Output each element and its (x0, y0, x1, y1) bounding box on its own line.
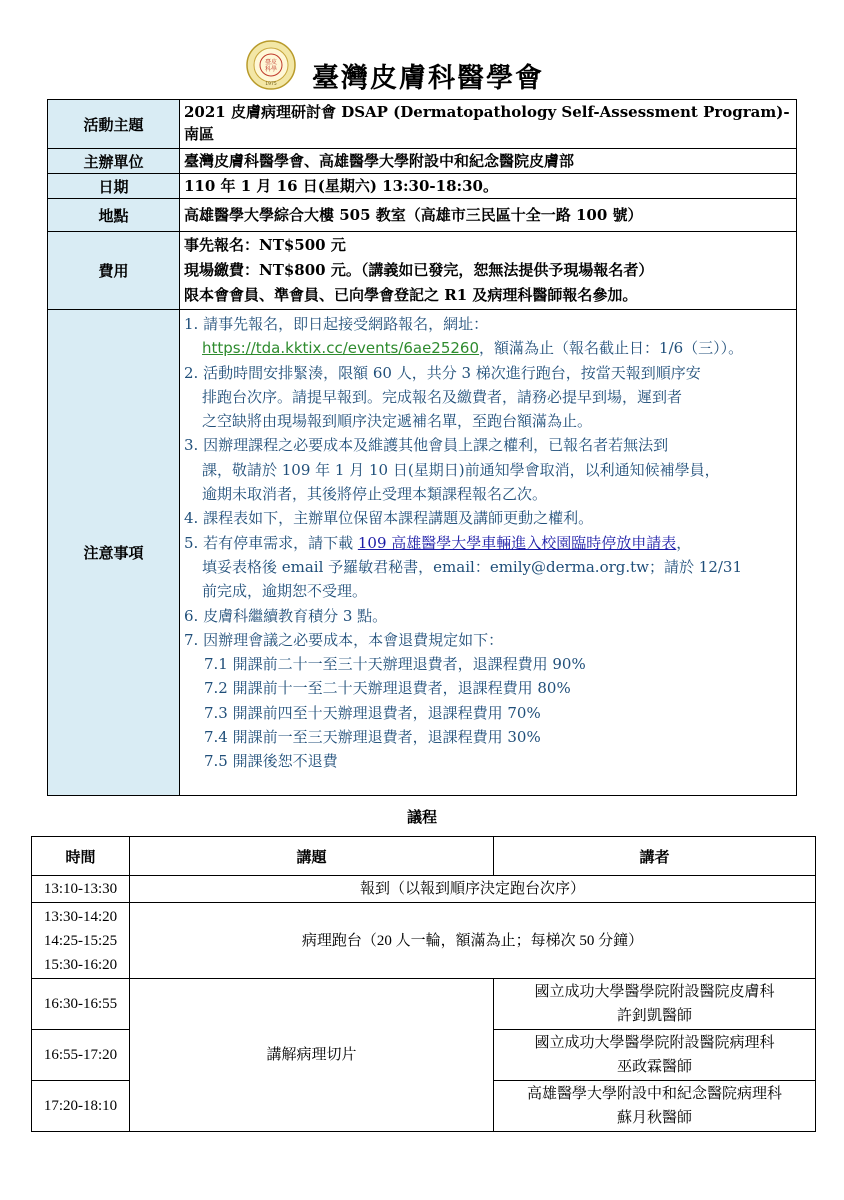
svg-text:1975: 1975 (265, 82, 277, 87)
note-3-line-3: 逾期未取消者，其後將停止受理本類課程報名乙次。 (202, 485, 548, 504)
row-speaker (494, 1030, 816, 1081)
notes-row (48, 310, 797, 796)
date-label: 日期 (48, 174, 180, 199)
speaker-name: 許釗凱醫師 (616, 1008, 692, 1024)
fee-advance: 事先報名：NT$500 元 (184, 236, 346, 254)
svg-text:科學: 科學 (264, 66, 278, 73)
row-time: 17:20-18:10 (32, 1081, 130, 1132)
date-row (48, 174, 797, 199)
association-logo (246, 40, 296, 90)
agenda-table (31, 836, 816, 1132)
note-3-line-1: 3. 因辦理課程之必要成本及維護其他會員上課之權利，已報名者若無法到 (184, 436, 669, 455)
agenda-header-row (32, 837, 816, 876)
row-speaker (494, 1081, 816, 1132)
speaker-name: 巫政霖醫師 (616, 1059, 692, 1075)
topic-row (48, 100, 797, 149)
host-row (48, 149, 797, 174)
fee-eligibility: 限本會會員、準會員、已向學會登記之 R1 及病理科醫師報名參加。 (184, 286, 638, 304)
refund-rule-2: 7.2 開課前十一至二十天辦理退費者，退課程費用 80% (204, 679, 571, 698)
fee-label: 費用 (48, 232, 180, 310)
speaker-org: 國立成功大學醫學院附設醫院皮膚科 (534, 984, 775, 1000)
place-value: 高雄醫學大學綜合大樓 505 教室（高雄市三民區十全一路 100 號） (180, 199, 797, 232)
notes-label: 注意事項 (48, 310, 180, 796)
registration-link[interactable]: https://tda.kktix.cc/events/6ae25260 (202, 339, 480, 358)
refund-rule-3: 7.3 開課前四至十天辦理退費者，退課程費用 70% (204, 703, 541, 722)
place-row (48, 199, 797, 232)
note-2-line-2: 排跑台次序。請提早報到。完成報名及繳費者，請務必提早到場，遲到者 (202, 387, 683, 406)
row-topic: 病理跑台（20 人一輪，額滿為止；每梯次 50 分鐘） (130, 903, 816, 979)
fee-value (180, 232, 797, 310)
speaker-org: 高雄醫學大學附設中和紀念醫院病理科 (526, 1086, 782, 1102)
header-topic: 講題 (130, 837, 494, 876)
speaker-org: 國立成功大學醫學院附設醫院病理科 (534, 1035, 775, 1051)
header-speaker: 講者 (494, 837, 816, 876)
note-4: 4. 課程表如下，主辦單位保留本課程講題及講師更動之權利。 (184, 509, 594, 528)
note-3-line-2: 課，敬請於 109 年 1 月 10 日(星期日)前通知學會取消，以利通知候補學員， (202, 460, 720, 479)
row-time: 16:30-16:55 (32, 979, 130, 1030)
host-label: 主辦單位 (48, 149, 180, 174)
refund-rule-4: 7.4 開課前一至三天辦理退費者，退課程費用 30% (204, 728, 541, 747)
row-time: 16:55-17:20 (32, 1030, 130, 1081)
page-header (0, 36, 844, 96)
time-slot: 15:30-16:20 (43, 956, 118, 973)
parking-form-link[interactable]: 109 高雄醫學大學車輛進入校園臨時停放申請表 (357, 533, 677, 552)
event-info-table (47, 99, 797, 796)
row-speaker (494, 979, 816, 1030)
refund-rule-5: 7.5 開課後恕不退費 (204, 752, 338, 771)
note-5-line-3: 前完成，逾期恕不受理。 (202, 582, 368, 601)
note-2-line-1: 2. 活動時間安排緊湊，限額 60 人，共分 3 梯次進行跑台，按當天報到順序安 (184, 363, 701, 382)
note-7: 7. 因辦理會議之必要成本，本會退費規定如下： (184, 630, 504, 649)
row-topic: 報到（以報到順序決定跑台次序） (130, 876, 816, 903)
agenda-row (32, 876, 816, 903)
date-value: 110 年 1 月 16 日(星期六) 13:30-18:30。 (180, 174, 797, 199)
note-1-line-1: 1. 請事先報名，即日起接受網路報名，網址： (184, 315, 489, 333)
agenda-title: 議程 (406, 808, 437, 826)
note-1-line-2: https://tda.kktix.cc/events/6ae25260，額滿為止（報名截止日：1/6（三））。 (202, 339, 744, 358)
org-title: 臺灣皮膚科醫學會 (312, 63, 544, 94)
row-times (32, 903, 130, 979)
time-slot: 14:25-15:25 (43, 932, 118, 949)
refund-rule-1: 7.1 開課前二十一至三十天辦理退費者，退課程費用 90% (204, 655, 586, 674)
note-5-line-2: 填妥表格後 email 予羅敏君秘書，email：emily@derma.org.tw；請於 12/31 (202, 557, 743, 576)
row-time: 13:10-13:30 (32, 876, 130, 903)
note-2-line-3: 之空缺將由現場報到順序決定遞補名單，至跑台額滿為止。 (202, 412, 593, 431)
svg-text:臺皮: 臺皮 (264, 59, 278, 66)
row-topic: 講解病理切片 (130, 979, 494, 1132)
note-6: 6. 皮膚科繼續教育積分 3 點。 (184, 606, 388, 625)
host-value: 臺灣皮膚科醫學會、高雄醫學大學附設中和紀念醫院皮膚部 (180, 149, 797, 174)
agenda-row (32, 903, 816, 979)
time-slot: 13:30-14:20 (43, 908, 118, 925)
topic-value: 2021 皮膚病理研討會 DSAP (Dermatopathology Self-Assessment Program)-南區 (180, 100, 797, 149)
agenda-row (32, 979, 816, 1030)
speaker-name: 蘇月秋醫師 (616, 1110, 692, 1126)
fee-row (48, 232, 797, 310)
header-time: 時間 (32, 837, 130, 876)
topic-label: 活動主題 (48, 100, 180, 149)
place-label: 地點 (48, 199, 180, 232)
note-5-line-1: 5. 若有停車需求，請下載 109 高雄醫學大學車輛進入校園臨時停放申請表， (184, 533, 692, 552)
fee-onsite: 現場繳費：NT$800 元。（講義如已發完，恕無法提供予現場報名者） (184, 261, 654, 279)
notes-value (180, 310, 797, 796)
